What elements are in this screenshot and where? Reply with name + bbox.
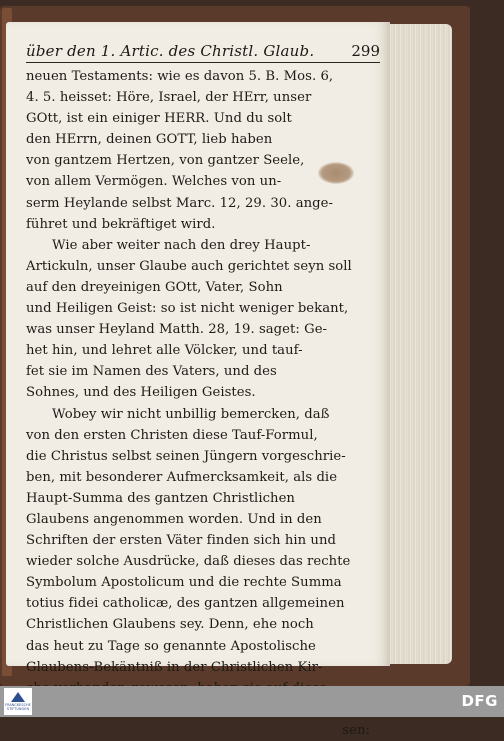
page-body-text — [26, 66, 384, 741]
viewer-footer-bar — [0, 686, 504, 717]
text-line: Wie aber weiter nach den drey Haupt- — [52, 237, 311, 253]
text-line: Haupt-Summa des gantzen Christlichen — [26, 490, 295, 506]
text-line: auf den dreyeinigen GOtt, Vater, Sohn — [26, 279, 283, 295]
text-line: das heut zu Tage so genannte Apostolische — [26, 638, 316, 654]
text-line: führet und bekräftiget wird. — [26, 216, 216, 232]
text-line: 4. 5. heisset: Höre, Israel, der HErr, unser — [26, 90, 312, 106]
text-line: den HErrn, deinen GOTT, lieb haben — [26, 132, 273, 148]
logo-caption: FRANCKESCHE STIFTUNGEN — [5, 703, 31, 711]
page-number: 299 — [351, 42, 380, 60]
text-line: von gantzem Hertzen, von gantzer Seele, — [26, 153, 305, 169]
text-line: Christlichen Glaubens sey. Denn, ehe noch — [26, 617, 314, 633]
page-header — [26, 34, 380, 63]
emblem-icon — [11, 692, 25, 702]
text-line: fet sie im Namen des Vaters, und des — [26, 364, 277, 380]
text-line: was unser Heyland Matth. 28, 19. saget: Ge- — [26, 322, 328, 338]
text-line: und Heiligen Geist: so ist nicht weniger bekant, — [26, 301, 349, 317]
text-line: neuen Testaments: wie es davon 5. B. Mos. 6, — [26, 69, 334, 84]
text-line: Wobey wir nicht unbillig bemercken, daß — [52, 406, 330, 422]
text-line: Sohnes, und des Heiligen Geistes. — [26, 385, 256, 401]
franckesche-stiftungen-logo[interactable] — [4, 688, 32, 715]
text-line: Glaubens-Bekäntniß in der Christlichen Kir- — [26, 659, 323, 675]
text-line: GOtt, ist ein einiger HERR. Und du solt — [26, 111, 292, 127]
text-line: ben, mit besonderer Aufmercksamkeit, als die — [26, 469, 338, 485]
text-line: Glaubens angenommen worden. Und in den — [26, 511, 322, 527]
page-block-edge — [382, 24, 452, 664]
text-line: het hin, und lehret alle Völcker, und tauf- — [26, 343, 303, 359]
text-line: wieder solche Ausdrücke, daß dieses das rechte — [26, 554, 351, 570]
text-line: von den ersten Christen diese Tauf-Formul, — [26, 427, 318, 443]
text-line: Artickuln, unser Glaube auch gerichtet seyn soll — [26, 258, 352, 274]
text-line: Symbolum Apostolicum und die rechte Summa — [26, 575, 342, 591]
text-line: serm Heylande selbst Marc. 12, 29. 30. ange- — [26, 195, 334, 211]
running-head: über den 1. Artic. des Christl. Glaub. — [26, 42, 315, 60]
dfg-logo[interactable]: DFG — [461, 692, 498, 710]
text-line: die Christus selbst seinen Jüngern vorgeschrie- — [26, 448, 346, 464]
text-line: sen: — [342, 722, 370, 738]
text-line: von allem Vermögen. Welches von un- — [26, 174, 282, 190]
text-line: Schriften der ersten Väter finden sich hin und — [26, 533, 336, 549]
text-line: totius fidei catholicæ, des gantzen allgemeinen — [26, 596, 345, 612]
